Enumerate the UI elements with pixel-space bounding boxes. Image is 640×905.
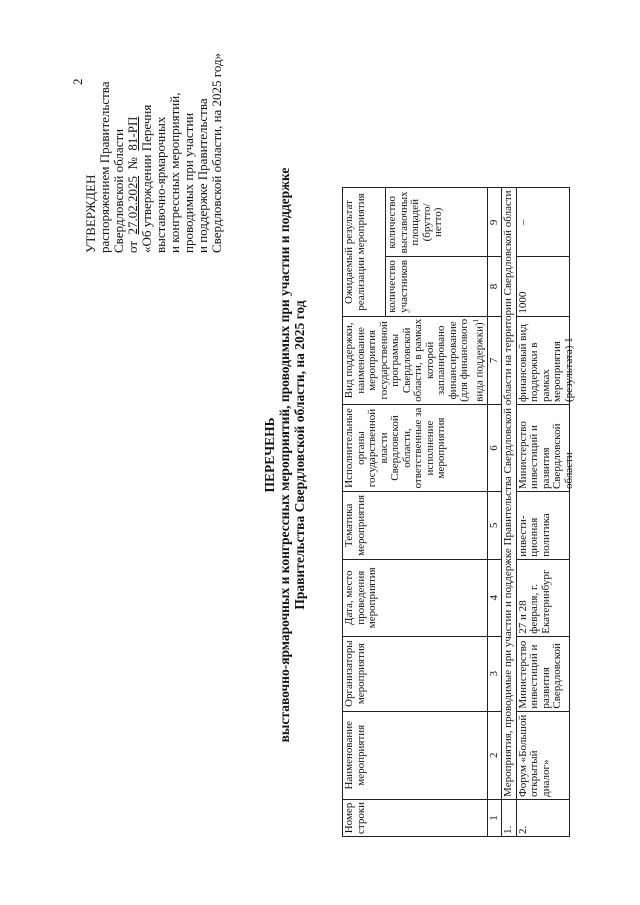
table-row — [516, 188, 569, 837]
header-date-place: Дата, место проведения мероприятия — [343, 559, 488, 636]
row-number: 2. — [516, 799, 569, 836]
row-areas: – — [516, 188, 569, 257]
header-support-type — [343, 316, 488, 404]
number-prefix: № — [125, 157, 140, 170]
header-row-number: Номер строки — [343, 799, 488, 836]
support-text: финансовый вид поддержки в рамках мероприятия (результата) 1 — [516, 324, 575, 403]
row-topic — [516, 492, 569, 560]
row-support — [516, 316, 575, 404]
header-expected-result: Ожидаемый результат реализации мероприятия — [343, 188, 386, 316]
approval-subject-line: «Об утверждении Перечня — [139, 104, 154, 253]
approval-subject-line: Свердловской области, на 2025 год» — [209, 52, 224, 253]
header-exhibition-areas: количество выставочных площадей (брутто/нетто) — [386, 188, 487, 257]
column-number: 3 — [487, 636, 502, 711]
approval-subject-line: выставочно-ярмарочных — [153, 116, 168, 253]
column-number: 8 — [487, 257, 502, 316]
approval-subject-line: и конгрессных мероприятий, — [167, 92, 182, 253]
approval-line: распоряжением Правительства — [97, 81, 112, 253]
column-number: 7 — [487, 316, 502, 404]
section-row — [502, 188, 517, 837]
row-executives — [516, 405, 575, 492]
column-number: 2 — [487, 711, 502, 799]
approval-subject-line: и поддержке Правительства — [195, 98, 210, 253]
support-type-text: Вид поддержки, наименование мероприятия государственной программы Свердловской области, в рамках которой запланировано финансирование (для финансового вида поддержки) — [343, 318, 486, 402]
column-number: 9 — [487, 188, 502, 257]
header-event-name: Наименование мероприятия — [343, 711, 488, 799]
row-participants: 1000 — [516, 257, 569, 316]
header-organizers: Организаторы мероприятия — [343, 636, 488, 711]
column-number: 5 — [487, 492, 502, 560]
page-number: 2 — [70, 78, 85, 85]
row-date-place — [516, 559, 569, 636]
column-number: 6 — [487, 405, 502, 492]
column-number: 4 — [487, 559, 502, 636]
date-prefix: от — [125, 240, 140, 253]
header-participants: количество участников — [386, 257, 487, 316]
approval-line: Свердловской области — [111, 128, 126, 253]
row-event-name — [516, 711, 569, 799]
approval-date: 27.02.2025 — [125, 175, 140, 235]
organizers-text: Министерство инвестиций и развития Свердловской — [516, 640, 564, 709]
header-topic: Тематика мероприятия — [343, 492, 488, 560]
section-title: Мероприятия, проводимые при участии и поддержке Правительства Свердловской области на территории Свердловской области — [502, 188, 517, 800]
approval-date-line — [126, 13, 140, 253]
title-line: Правительства Свердловской области, на 2025 год — [292, 300, 307, 610]
event-name-text: Форум «Большой открытый диалог» — [516, 714, 552, 797]
column-numbers-row — [487, 188, 502, 837]
topic-text: инвести-ционная политика — [516, 513, 552, 557]
column-number: 1 — [487, 799, 502, 836]
approval-stamp — [84, 13, 224, 253]
row-organizers — [516, 636, 569, 711]
date-place-text: 27 и 28 февраля, г. Екатеринбург — [516, 569, 552, 634]
title-heading: ПЕРЕЧЕНЬ — [262, 417, 277, 493]
document-title — [262, 155, 307, 755]
header-executives: Исполнительные органы государственной власти Свердловской области, ответственные за исполнение мероприятия — [343, 405, 488, 492]
title-line: выставочно-ярмарочных и конгрессных мероприятий, проводимых при участии и поддержке — [277, 167, 292, 743]
footnote-marker: 1 — [471, 318, 480, 323]
section-number: 1. — [502, 799, 517, 836]
approval-heading: УТВЕРЖДЕН — [83, 174, 98, 253]
events-table — [342, 187, 575, 837]
approval-number: 81-РП — [125, 116, 140, 151]
executives-text: Министерство инвестиций и развития Свердловской области — [516, 421, 575, 489]
approval-subject-line: проводимых при участии — [181, 112, 196, 253]
